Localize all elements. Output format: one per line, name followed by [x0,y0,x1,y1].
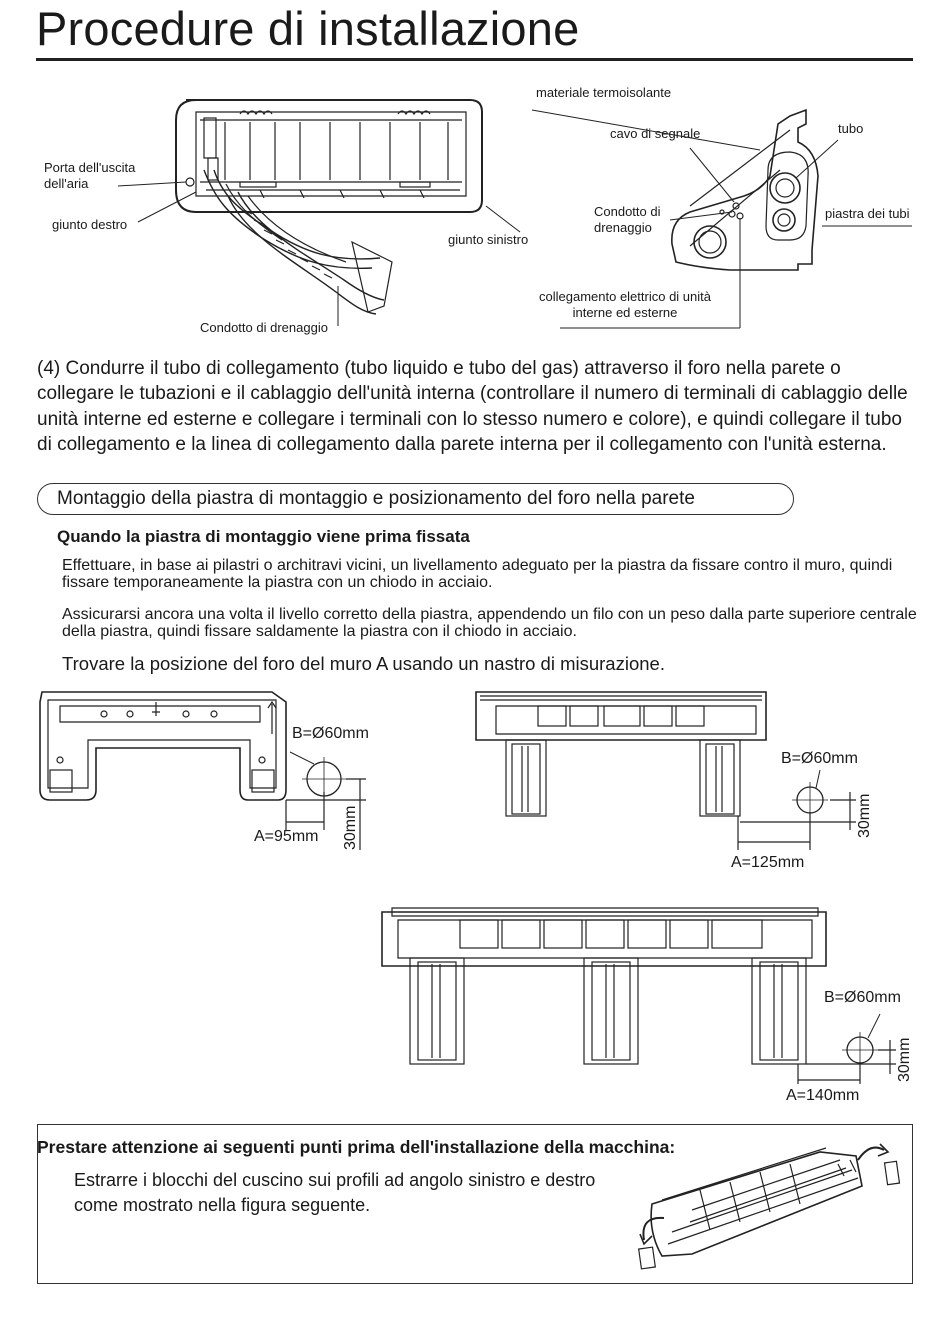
page-title: Procedure di installazione [36,2,580,55]
indoor-unit-drawing [118,100,520,326]
label-right-joint: giunto destro [52,217,128,232]
step-4-paragraph: (4) Condurre il tubo di collegamento (tubo liquido e tubo del gas) attraverso il foro nella parete o collegare le tubazioni e il cablaggio dell'unità interna (controllare il numero di terminali di cablaggio delle unità interne ed esterne e collegare i terminali con lo stesso numero e colore), e quindi collegare il tubo di collegamento e la linea di collegamento dalla parete interna per il collegamento con l'unità esterna. [37,358,908,455]
label-drain-duct: Condotto di drenaggio [594,204,661,235]
paragraph-leveling: Effettuare, in base ai pilastri o architravi vicini, un livellamento adeguato per la piastra da fissare contro il muro, quindi fissare temporaneamente la piastra con un chiodo in acciaio. [62,557,893,591]
mounting-plate-2 [476,692,856,850]
subheading: Quando la piastra di montaggio viene prima fissata [57,527,470,546]
note-body: Estrarre i blocchi del cuscino sui profili ad angolo sinistro e destro come mostrato nella figura seguente. [74,1170,596,1215]
label-pipe: tubo [838,121,864,136]
plate3-a-distance: A=140mm [786,1087,860,1104]
section-title: Montaggio della piastra di montaggio e posizionamento del foro nella parete [57,488,695,509]
label-pipe-plate: piastra dei tubi [825,206,910,221]
mounting-plate-1 [40,692,366,850]
label-left-joint: giunto sinistro [448,232,529,247]
plate3-vertical-distance: 30mm [896,1037,913,1082]
label-signal-cable: cavo di segnale [610,126,701,141]
plate2-diameter: B=Ø60mm [781,750,858,767]
plate2-vertical-distance: 30mm [856,793,873,838]
label-electrical-connection: collegamento elettrico di unità interne ed esterne [539,289,711,320]
label-air-outlet: Porta dell'uscita dell'aria [44,160,136,191]
plate2-a-distance: A=125mm [731,854,805,871]
paragraph-check-level: Assicurarsi ancora una volta il livello corretto della piastra, appendendo un filo con un peso dalla parte superiore centrale della piastra, quindi fissare saldamente la piastra con il chiodo in acciaio. [62,606,917,640]
label-insulation: materiale termoisolante [536,85,672,100]
paragraph-find-hole: Trovare la posizione del foro del muro A usando un nastro di misurazione. [62,653,665,674]
plate3-diameter: B=Ø60mm [824,989,901,1006]
plate1-diameter: B=Ø60mm [292,725,369,742]
plate1-a-distance: A=95mm [254,828,319,845]
note-heading: Prestare attenzione ai seguenti punti prima dell'installazione della macchina: [37,1137,676,1157]
label-drain-pipe: Condotto di drenaggio [200,320,328,335]
plate1-vertical-distance: 30mm [342,805,359,850]
mounting-plate-3 [382,908,896,1084]
